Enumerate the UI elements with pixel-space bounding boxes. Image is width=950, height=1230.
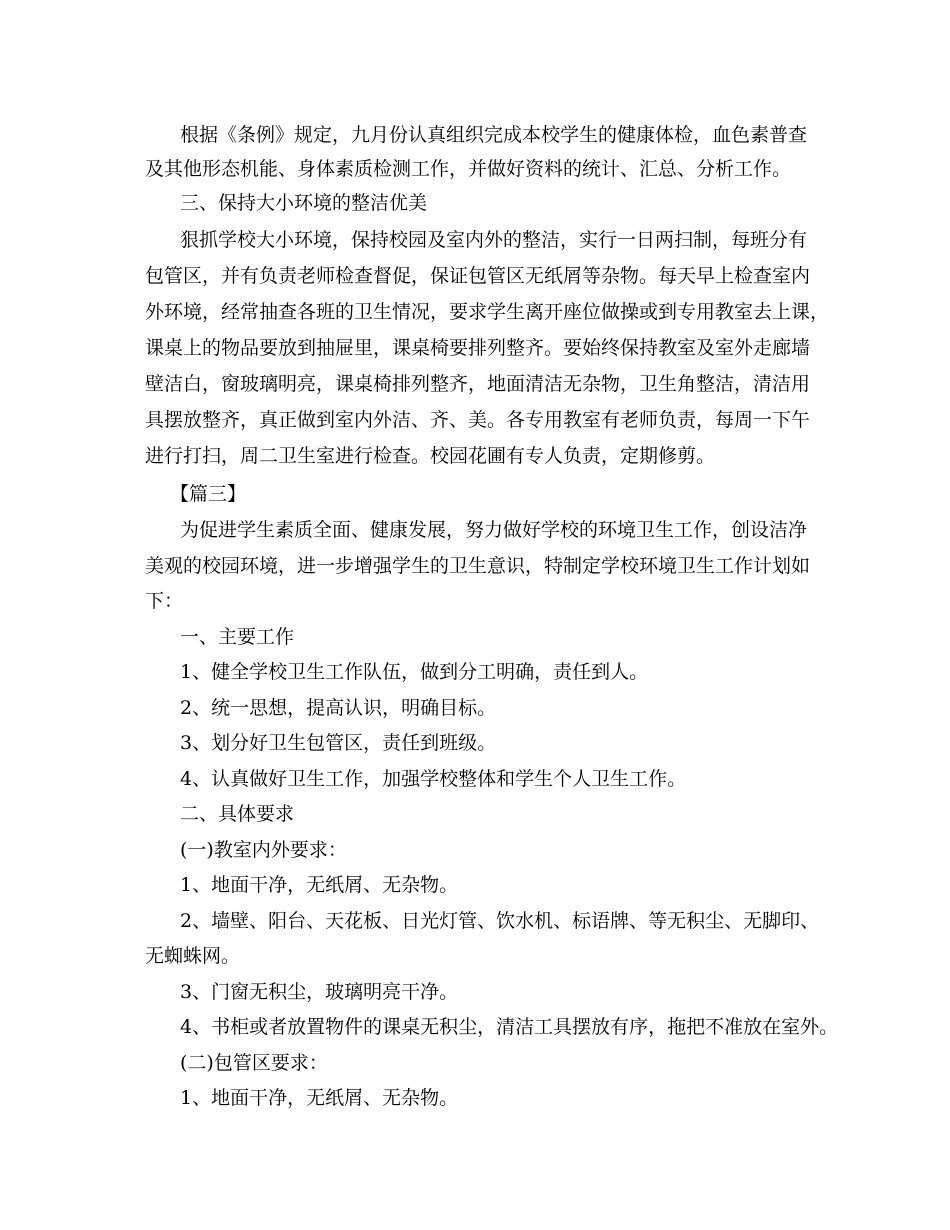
- paragraph-line: 为促进学生素质全面、健康发展，努力做好学校的环境卫生工作，创设洁净: [180, 519, 808, 541]
- list-item: 2、墙壁、阳台、天花板、日光灯管、饮水机、标语牌、等无积尘、无脚印、: [180, 910, 820, 932]
- paragraph-line: 根据《条例》规定，九月份认真组织完成本校学生的健康体检，血色素普查: [180, 124, 808, 146]
- paragraph-line: 及其他形态机能、身体素质检测工作，并做好资料的统计、汇总、分析工作。: [145, 158, 792, 180]
- list-item-continuation: 无蜘蛛网。: [145, 945, 241, 967]
- list-item: 4、书柜或者放置物件的课桌无积尘，清洁工具摆放有序，拖把不准放在室外。: [180, 1016, 839, 1038]
- section-heading: 一、主要工作: [180, 626, 295, 648]
- subsection-heading: (一)教室内外要求：: [180, 839, 347, 861]
- paragraph-line: 壁洁白，窗玻璃明亮，课桌椅排列整齐，地面清洁无杂物，卫生角整洁，清洁用: [145, 373, 811, 395]
- paragraph-line: 课桌上的物品要放到抽屉里，课桌椅要排列整齐。要始终保持教室及室外走廊墙: [145, 337, 811, 359]
- paragraph-line: 包管区，并有负责老师检查督促，保证包管区无纸屑等杂物。每天早上检查室内: [145, 265, 811, 287]
- list-item: 1、地面干净，无纸屑、无杂物。: [180, 1087, 459, 1109]
- paragraph-line: 进行打扫，周二卫生室进行检查。校园花圃有专人负责，定期修剪。: [145, 445, 716, 467]
- paragraph-line: 美观的校园环境，进一步增强学生的卫生意识，特制定学校环境卫生工作计划如: [145, 555, 811, 577]
- list-item: 3、划分好卫生包管区，责任到班级。: [180, 732, 497, 754]
- section-heading: 三、保持大小环境的整洁优美: [180, 192, 428, 214]
- chapter-heading: 【篇三】: [170, 483, 247, 505]
- section-heading: 二、具体要求: [180, 803, 295, 825]
- list-item: 1、健全学校卫生工作队伍，做到分工明确，责任到人。: [180, 661, 649, 683]
- list-item: 3、门窗无积尘，玻璃明亮干净。: [180, 981, 459, 1003]
- paragraph-line: 外环境，经常抽查各班的卫生情况，要求学生离开座位做操或到专用教室去上课，: [145, 301, 830, 323]
- list-item: 2、统一思想，提高认识，明确目标。: [180, 697, 497, 719]
- paragraph-line: 具摆放整齐，真正做到室内外洁、齐、美。各专用教室有老师负责，每周一下午: [145, 409, 811, 431]
- subsection-heading: (二)包管区要求：: [180, 1052, 328, 1074]
- list-item: 1、地面干净，无纸屑、无杂物。: [180, 874, 459, 896]
- list-item: 4、认真做好卫生工作，加强学校整体和学生个人卫生工作。: [180, 768, 687, 790]
- paragraph-line: 下：: [145, 590, 184, 612]
- paragraph-line: 狠抓学校大小环境，保持校园及室内外的整洁，实行一日两扫制，每班分有: [180, 229, 808, 251]
